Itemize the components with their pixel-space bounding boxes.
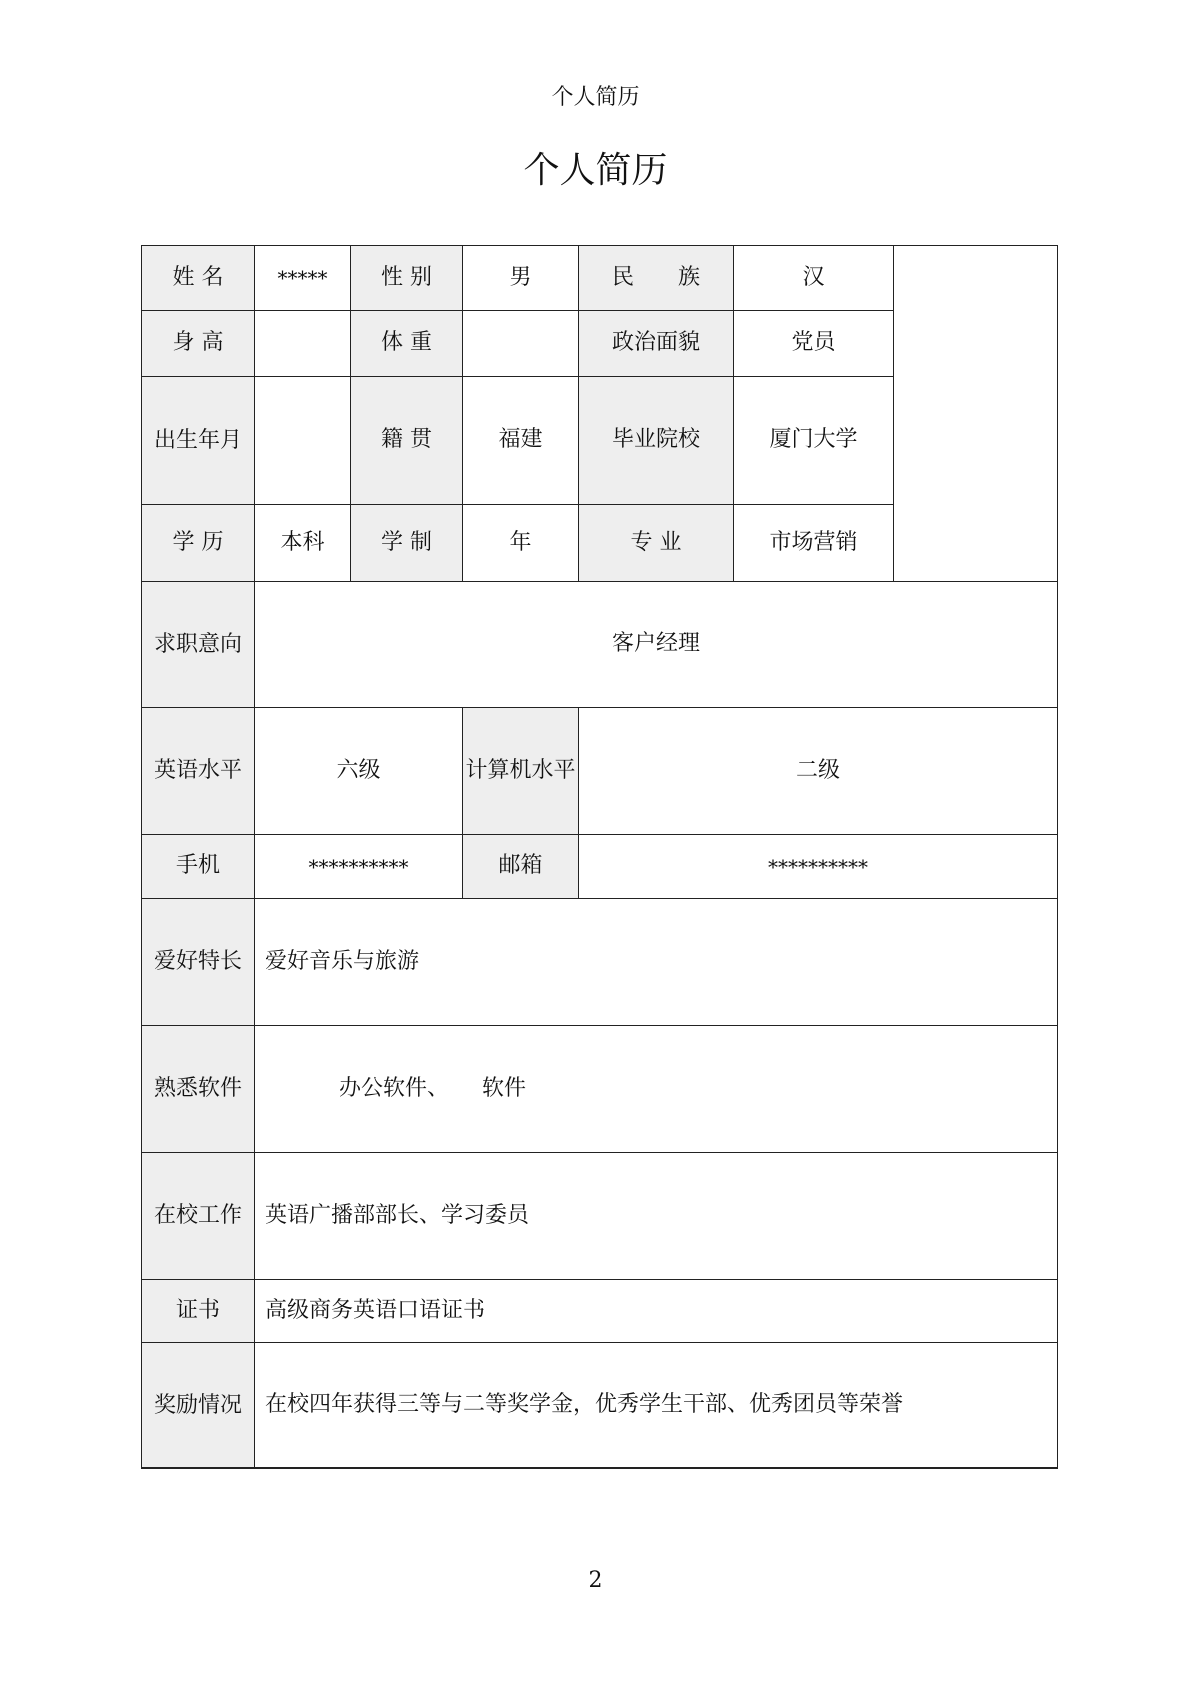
table-row (142, 708, 1058, 835)
cert-value: 高级商务英语口语证书 (255, 1280, 1058, 1343)
origin-value: 福建 (463, 377, 579, 505)
email-value: ********** (579, 835, 1058, 899)
weight-value (463, 311, 579, 377)
hobby-value: 爱好音乐与旅游 (255, 899, 1058, 1026)
objective-value: 客户经理 (255, 582, 1058, 708)
table-row (142, 1026, 1058, 1153)
major-label: 专 业 (579, 505, 734, 582)
software-label: 熟悉软件 (142, 1026, 255, 1153)
english-label: 英语水平 (142, 708, 255, 835)
page-number: 2 (588, 1568, 603, 1593)
name-value: ***** (255, 246, 351, 311)
table-row (142, 246, 1058, 311)
height-label: 身 高 (142, 311, 255, 377)
computer-label: 计算机水平 (463, 708, 579, 835)
ethnicity-value: 汉 (734, 246, 894, 311)
origin-label: 籍 贯 (351, 377, 463, 505)
birth-label: 出生年月 (142, 377, 255, 505)
table-row (142, 899, 1058, 1026)
political-value: 党员 (734, 311, 894, 377)
phone-label: 手机 (142, 835, 255, 899)
name-label: 姓 名 (142, 246, 255, 311)
photo-placeholder (894, 246, 1058, 582)
duration-label: 学 制 (351, 505, 463, 582)
software-value: 办公软件、 软件 (255, 1026, 1058, 1153)
running-header: 个人简历 (551, 85, 640, 110)
duration-value: 年 (463, 505, 579, 582)
education-label: 学 历 (142, 505, 255, 582)
gender-label: 性 别 (351, 246, 463, 311)
education-value: 本科 (255, 505, 351, 582)
document-title: 个人简历 (523, 150, 668, 191)
objective-label: 求职意向 (142, 582, 255, 708)
email-label: 邮箱 (463, 835, 579, 899)
table-row (142, 1280, 1058, 1343)
cert-label: 证书 (142, 1280, 255, 1343)
resume-table (141, 245, 1058, 1469)
school-value: 厦门大学 (734, 377, 894, 505)
table-row (142, 1153, 1058, 1280)
phone-value: ********** (255, 835, 463, 899)
weight-label: 体 重 (351, 311, 463, 377)
campus-value: 英语广播部部长、学习委员 (255, 1153, 1058, 1280)
hobby-label: 爱好特长 (142, 899, 255, 1026)
table-row (142, 1343, 1058, 1469)
gender-value: 男 (463, 246, 579, 311)
school-label: 毕业院校 (579, 377, 734, 505)
bottom-rule (141, 1467, 1057, 1468)
political-label: 政治面貌 (579, 311, 734, 377)
award-label: 奖励情况 (142, 1343, 255, 1469)
award-value: 在校四年获得三等与二等奖学金，优秀学生干部、优秀团员等荣誉 (255, 1343, 1058, 1469)
table-row (142, 582, 1058, 708)
english-value: 六级 (255, 708, 463, 835)
table-row (142, 835, 1058, 899)
ethnicity-label: 民 族 (579, 246, 734, 311)
birth-value (255, 377, 351, 505)
height-value (255, 311, 351, 377)
major-value: 市场营销 (734, 505, 894, 582)
campus-label: 在校工作 (142, 1153, 255, 1280)
computer-value: 二级 (579, 708, 1058, 835)
